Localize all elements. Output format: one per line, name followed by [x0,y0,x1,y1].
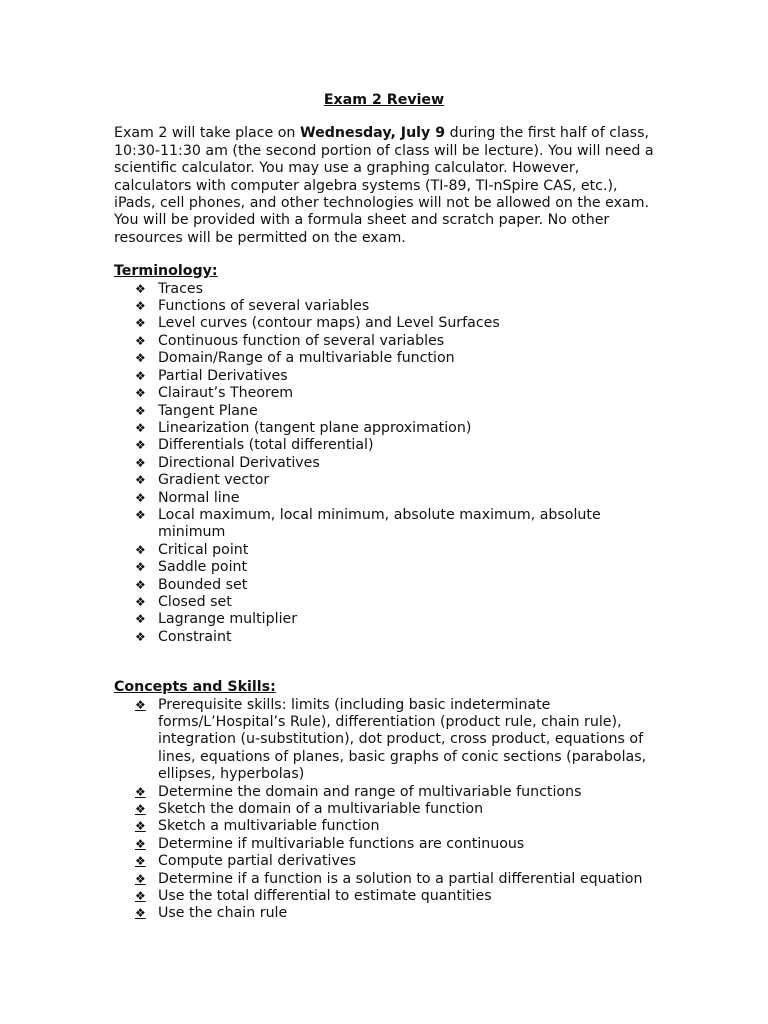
terminology-item-text: Normal line [158,489,240,506]
terminology-item-text: Traces [158,280,204,297]
terminology-item [114,403,654,420]
concepts-item-text: Sketch the domain of a multivariable function [158,801,484,818]
concepts-item-text: Determine if a function is a solution to a partial differential equation [158,870,643,887]
terminology-item [114,577,654,594]
terminology-item-text: Constraint [158,628,232,645]
diamond-bullet-icon: ❖ [135,612,146,627]
diamond-bullet-icon: ❖ [135,871,146,886]
terminology-item-text: Clairaut’s Theorem [158,385,294,402]
diamond-bullet-icon: ❖ [135,507,146,522]
concepts-section [114,679,654,923]
terminology-item-text: Tangent Plane [158,402,258,419]
concepts-item-text: Use the total differential to estimate quantities [158,888,492,905]
terminology-item [114,507,654,542]
terminology-item-text: Bounded set [158,576,248,593]
diamond-bullet-icon: ❖ [135,560,146,575]
diamond-bullet-icon: ❖ [135,281,146,296]
diamond-bullet-icon: ❖ [135,542,146,557]
diamond-bullet-icon: ❖ [135,368,146,383]
terminology-item [114,594,654,611]
diamond-bullet-icon: ❖ [135,333,146,348]
terminology-item [114,350,654,367]
terminology-item-text: Differentials (total differential) [158,437,374,454]
concepts-item [114,836,654,853]
concepts-item [114,801,654,818]
concepts-item-text: Compute partial derivatives [158,853,357,870]
terminology-item [114,298,654,315]
terminology-item-text: Linearization (tangent plane approximation) [158,419,472,436]
diamond-bullet-icon: ❖ [135,473,146,488]
concepts-list [114,697,654,923]
concepts-heading: Concepts and Skills: [114,679,276,696]
terminology-list [114,281,654,647]
intro-text-rest: during the first half of class, 10:30-11:30 am (the second portion of class will be lecture). You will need a scientific calculator. You may use a graphing calculator. However, calculators with computer algebra systems (TI-89, TI-nSpire CAS, etc.), iPads, cell phones, and other technologies will not be allowed on the exam. You will be provided with a formula sheet and scratch paper. No other resources will be permitted on the exam. [114,125,654,246]
terminology-item-text: Domain/Range of a multivariable function [158,350,455,367]
terminology-item [114,611,654,628]
terminology-item-text: Critical point [158,541,249,558]
terminology-item [114,315,654,332]
diamond-bullet-icon: ❖ [135,697,146,712]
terminology-item-text: Lagrange multiplier [158,611,298,628]
concepts-item-text: Use the chain rule [158,905,288,922]
terminology-item-text: Level curves (contour maps) and Level Surfaces [158,315,500,332]
diamond-bullet-icon: ❖ [135,351,146,366]
diamond-bullet-icon: ❖ [135,403,146,418]
terminology-item-text: Functions of several variables [158,298,370,315]
document-page [114,92,654,923]
diamond-bullet-icon: ❖ [135,438,146,453]
document-title: Exam 2 Review [323,92,445,108]
terminology-item [114,490,654,507]
diamond-bullet-icon: ❖ [135,629,146,644]
terminology-item [114,437,654,454]
exam-date: Wednesday, July 9 [299,125,446,142]
concepts-item [114,888,654,905]
terminology-item [114,472,654,489]
terminology-item-text: Continuous function of several variables [158,332,445,349]
concepts-item [114,784,654,801]
terminology-item-text: Saddle point [158,559,248,576]
terminology-item-text: Partial Derivatives [158,367,288,384]
concepts-item-text: Determine if multivariable functions are continuous [158,835,525,852]
concepts-item-text: Determine the domain and range of multivariable functions [158,783,582,800]
diamond-bullet-icon: ❖ [135,299,146,314]
diamond-bullet-icon: ❖ [135,594,146,609]
terminology-item [114,281,654,298]
terminology-item [114,559,654,576]
terminology-item-text: Closed set [158,593,232,610]
terminology-item [114,385,654,402]
diamond-bullet-icon: ❖ [135,802,146,817]
terminology-item [114,542,654,559]
terminology-heading: Terminology: [114,263,218,280]
concepts-item [114,853,654,870]
concepts-item-text: Sketch a multivariable function [158,818,380,835]
terminology-item [114,420,654,437]
diamond-bullet-icon: ❖ [135,420,146,435]
diamond-bullet-icon: ❖ [135,836,146,851]
diamond-bullet-icon: ❖ [135,316,146,331]
diamond-bullet-icon: ❖ [135,819,146,834]
concepts-item [114,818,654,835]
terminology-item-text: Gradient vector [158,472,270,489]
intro-text-start: Exam 2 will take place on [114,125,300,142]
terminology-item [114,629,654,646]
diamond-bullet-icon: ❖ [135,455,146,470]
terminology-item [114,368,654,385]
terminology-item-text: Local maximum, local minimum, absolute maximum, absolute minimum [158,506,601,541]
diamond-bullet-icon: ❖ [135,490,146,505]
diamond-bullet-icon: ❖ [135,784,146,799]
concepts-item [114,905,654,922]
terminology-item [114,455,654,472]
diamond-bullet-icon: ❖ [135,854,146,869]
terminology-item [114,333,654,350]
diamond-bullet-icon: ❖ [135,889,146,904]
concepts-item [114,871,654,888]
terminology-item-text: Directional Derivatives [158,454,320,471]
concepts-item-text: Prerequisite skills: limits (including basic indeterminate forms/L’Hospital’s Rule), differentiation (product rule, chain rule), integration (u-substitution), dot product, cross product, equations of lines, equations of planes, basic graphs of conic sections (parabolas, ellipses, hyperbolas) [158,696,647,783]
concepts-item [114,697,654,784]
diamond-bullet-icon: ❖ [135,577,146,592]
terminology-section [114,263,654,646]
intro-paragraph [114,125,654,247]
diamond-bullet-icon: ❖ [135,386,146,401]
diamond-bullet-icon: ❖ [135,906,146,921]
